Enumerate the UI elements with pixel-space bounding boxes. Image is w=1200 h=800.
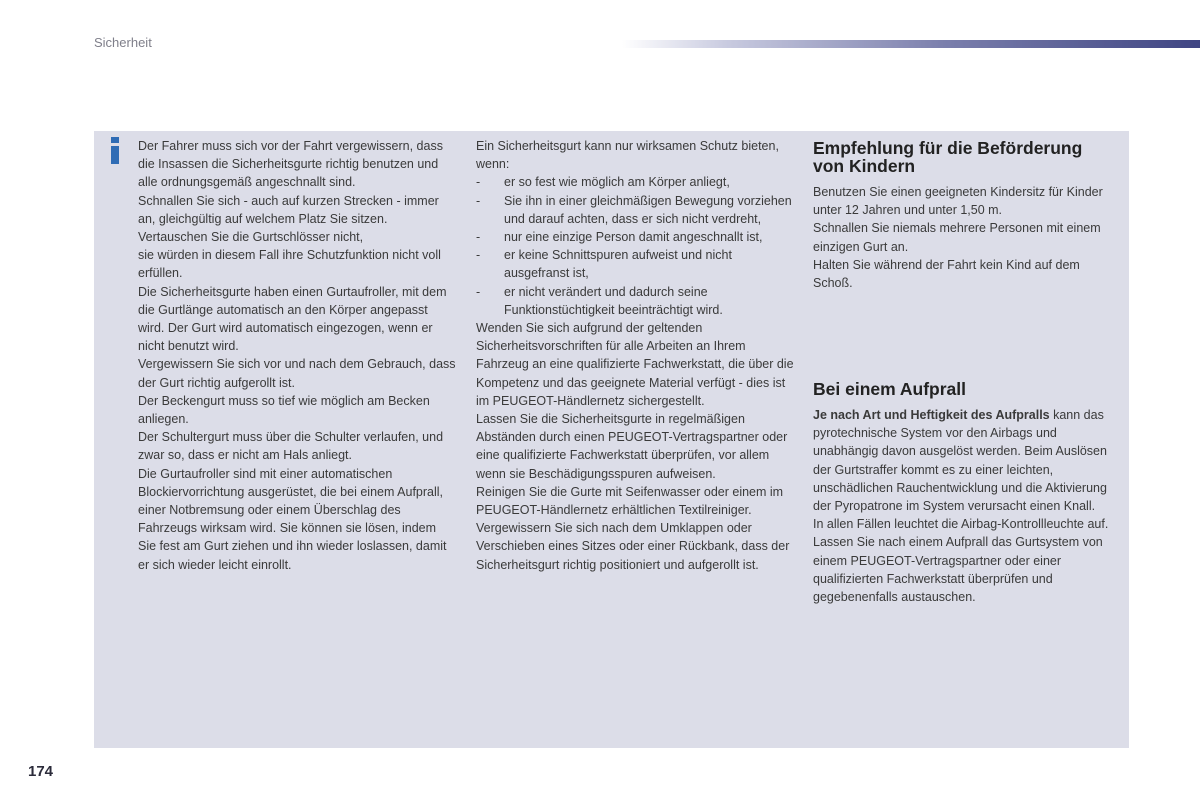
info-icon <box>105 136 127 166</box>
list-item-text: er nicht verändert und dadurch seine Funktionstüchtigkeit beeinträchtigt wird. <box>504 284 723 317</box>
impact-paragraph: In allen Fällen leuchtet die Airbag-Kontrollleuchte auf. <box>813 517 1109 532</box>
list-item <box>476 173 796 191</box>
heading-impact: Bei einem Aufprall <box>813 379 966 399</box>
list-item <box>476 192 796 228</box>
col2-paragraph: Lassen Sie die Sicherheitsgurte in regelmäßigen Abständen durch einen PEUGEOT-Vertragspartner oder eine qualifizierte Fachwerkstatt überprüfen, vor allem wenn sie Beschädigungsspuren aufweisen. <box>476 412 788 481</box>
col2-paragraph: Reinigen Sie die Gurte mit Seifenwasser oder einem im PEUGEOT-Händlernetz erhältlichen Textilreiniger. <box>476 484 784 518</box>
col1-paragraph: Schnallen Sie sich - auch auf kurzen Strecken - immer an, gleichgültig auf welchem Platz Sie sitzen. <box>138 193 439 226</box>
col2-paragraph: Vergewissern Sie sich nach dem Umklappen oder Verschieben eines Sitzes oder einer Rückbank, dass der Sicherheitsgurt richtig positioniert und aufgerollt ist. <box>476 521 790 572</box>
header-bar <box>622 40 1200 48</box>
heading-child-transport: Empfehlung für die Beförderung von Kindern <box>813 138 1083 176</box>
col1-paragraph: Der Fahrer muss sich vor der Fahrt vergewissern, dass die Insassen die Sicherheitsgurte richtig benutzen und alle ordnungsgemäß angeschnallt sind. <box>138 139 443 190</box>
impact-paragraph: Lassen Sie nach einem Aufprall das Gurtsystem von einem PEUGEOT-Vertragspartner oder einer qualifizierten Fachwerkstatt überprüfen und gegebenenfalls austauschen. <box>813 535 1103 605</box>
condition-list <box>476 173 796 319</box>
list-item <box>476 246 796 282</box>
list-item-text: er keine Schnittspuren aufweist und nicht ausgefranst ist, <box>504 248 732 281</box>
col1-paragraph: sie würden in diesem Fall ihre Schutzfunktion nicht voll erfüllen. <box>138 248 441 281</box>
impact-lead-paragraph <box>813 406 1118 515</box>
list-item <box>476 283 796 319</box>
column-2 <box>476 137 796 574</box>
col3-paragraph: Schnallen Sie niemals mehrere Personen mit einem einzigen Gurt an. <box>813 221 1101 254</box>
col1-paragraph: Die Sicherheitsgurte haben einen Gurtaufroller, mit dem die Gurtlänge automatisch an den Körper angepasst wird. Der Gurt wird automatisch eingezogen, wenn er nicht benutzt wird. <box>138 284 447 354</box>
impact-section <box>813 380 1118 606</box>
list-item <box>476 228 796 246</box>
bullet-dash: - <box>476 175 481 190</box>
bullet-dash: - <box>476 284 481 299</box>
list-item-text: er so fest wie möglich am Körper anliegt, <box>504 175 730 190</box>
col1-paragraph: Der Beckengurt muss so tief wie möglich am Becken anliegen. <box>138 393 430 427</box>
bullet-dash: - <box>476 193 481 208</box>
col2-intro: Ein Sicherheitsgurt kann nur wirksamen Schutz bieten, wenn: <box>476 139 779 172</box>
impact-lead-rest: kann das pyrotechnische System vor den Airbags und unabhängig davon ausgelöst werden. Beim Auslösen der Gurtstraffer kommt es zu einer leichten, unschädlichen Rauchentwicklung und die Aktivierung der Pyropatrone im System verursacht einen Knall. <box>813 408 1107 514</box>
col1-paragraph: Vergewissern Sie sich vor und nach dem Gebrauch, dass der Gurt richtig aufgerollt ist. <box>138 357 456 390</box>
col3-paragraph: Benutzen Sie einen geeigneten Kindersitz für Kinder unter 12 Jahren und unter 1,50 m. <box>813 185 1103 218</box>
col2-paragraph: Wenden Sie sich aufgrund der geltenden Sicherheitsvorschriften für alle Arbeiten an Ihrem Fahrzeug an eine qualifizierte Fachwerkstatt, die über die Kompetenz und das geeignete Material verfügt - dies ist im PEUGEOT-Händlernetz sichergestellt. <box>476 321 794 408</box>
col3-paragraph: Halten Sie während der Fahrt kein Kind auf dem Schoß. <box>813 257 1080 291</box>
page-number: 174 <box>28 763 54 780</box>
column-1 <box>138 137 456 574</box>
section-label: Sicherheit <box>94 35 152 50</box>
column-3 <box>813 137 1118 292</box>
impact-bold-lead: Je nach Art und Heftigkeit des Aufpralls <box>813 408 1050 422</box>
bullet-dash: - <box>476 230 481 245</box>
list-item-text: nur eine einzige Person damit angeschnallt ist, <box>504 230 763 245</box>
bullet-dash: - <box>476 248 481 263</box>
list-item-text: Sie ihn in einer gleichmäßigen Bewegung vorziehen und darauf achten, dass er sich nicht verdreht, <box>504 193 792 226</box>
col1-paragraph: Der Schultergurt muss über die Schulter verlaufen, und zwar so, dass er nicht am Hals anliegt. <box>138 430 444 463</box>
col1-paragraph: Die Gurtaufroller sind mit einer automatischen Blockiervorrichtung ausgerüstet, die bei einem Aufprall, einer Notbremsung oder einem Überschlag des Fahrzeugs wirksam wird. Sie können sie lösen, indem Sie fest am Gurt ziehen und ihn wieder loslassen, damit er sich wieder leicht einrollt. <box>138 466 447 572</box>
col1-paragraph: Vertauschen Sie die Gurtschlösser nicht, <box>138 230 364 245</box>
